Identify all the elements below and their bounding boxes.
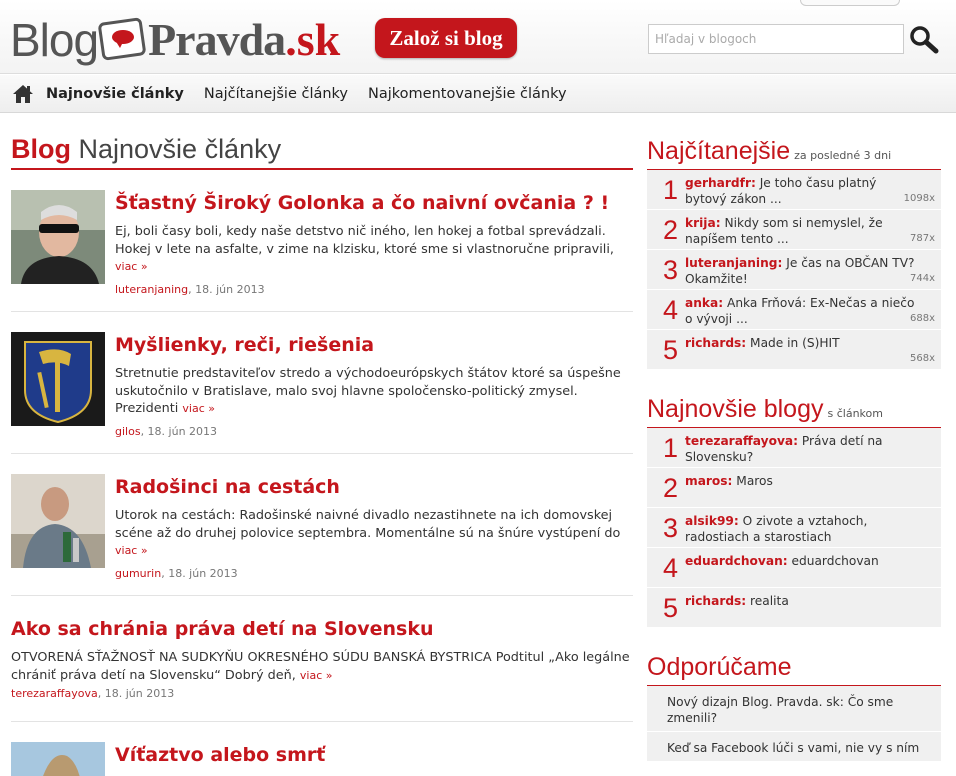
logo-blog-text: Blog xyxy=(10,14,99,66)
article-author[interactable]: terezaraffayova xyxy=(11,687,98,700)
article-author[interactable]: luteranjaning xyxy=(115,282,189,296)
read-more-link[interactable]: viac » xyxy=(115,544,148,557)
article-meta xyxy=(115,283,633,296)
article-date: , 18. jún 2013 xyxy=(161,566,238,580)
newest-blog-item[interactable]: 3 alsik99: O zivote a vztahoch, radostiach a starostiach xyxy=(647,508,941,548)
view-count: 688x xyxy=(909,313,935,324)
article-author[interactable]: gumurin xyxy=(115,566,162,580)
site-logo[interactable] xyxy=(10,14,340,66)
view-count: 568x xyxy=(909,353,935,364)
newest-blogs-section xyxy=(647,392,941,628)
article-excerpt: Stretnutie predstaviteľov stredo a východoeurópskych štátov ktoré sa úspešne uskutočnilo v Bratislave, malo svoj hlavne spoločensko-politický zmysel. Prezidenti viac » xyxy=(115,366,621,416)
article-meta xyxy=(115,567,633,580)
article-title[interactable]: Myšlienky, reči, riešenia xyxy=(115,334,375,356)
most-read-item[interactable]: 4 anka: Anka Frňová: Ex-Nečas a niečo o vývoji ... 688x xyxy=(647,290,941,330)
article-item xyxy=(11,312,633,454)
most-read-item[interactable]: 3 luteranjaning: Je čas na OBČAN TV? Okamžite! 744x xyxy=(647,250,941,290)
newest-blog-item[interactable]: 5 richards: realita xyxy=(647,588,941,628)
article-title[interactable]: Šťastný Široký Golonka a čo naivní ovčania ? ! xyxy=(115,192,610,214)
nav-item-most-read[interactable]: Najčítanejšie články xyxy=(203,85,349,102)
most-read-item[interactable]: 1 gerhardfr: Je toho času platný bytový zákon ... 1098x xyxy=(647,170,941,210)
create-blog-button[interactable]: Založ si blog xyxy=(375,18,517,58)
article-meta xyxy=(115,425,633,438)
read-more-link[interactable]: viac » xyxy=(182,402,215,415)
article-thumbnail[interactable] xyxy=(11,742,105,776)
article-item xyxy=(11,722,633,776)
search-input[interactable] xyxy=(648,24,904,54)
top-tab[interactable] xyxy=(800,0,900,6)
article-title[interactable]: Radošinci na cestách xyxy=(115,476,340,498)
newest-blog-item[interactable]: 2 maros: Maros xyxy=(647,468,941,508)
recommended-title: Odporúčame xyxy=(647,650,941,686)
nav-item-newest[interactable]: Najnovšie články xyxy=(46,85,184,102)
article-item xyxy=(11,454,633,596)
article-title[interactable]: Ako sa chránia práva detí na Slovensku xyxy=(11,618,434,640)
article-body xyxy=(115,742,633,768)
main-nav xyxy=(0,75,956,113)
read-more-link[interactable]: viac » xyxy=(115,260,148,273)
nav-item-most-commented[interactable]: Najkomentovanejšie články xyxy=(368,85,567,102)
article-item xyxy=(11,170,633,312)
article-excerpt: Utorok na cestách: Radošinské naivné divadlo nezastihnete na ich domovskej scéne až do druhej polovice septembra. Momentálne sú na šnúre vystúpení do viac » xyxy=(115,508,621,557)
article-body xyxy=(11,616,633,700)
article-body xyxy=(115,474,633,580)
page-title: Blog Najnovšie články xyxy=(11,132,633,170)
article-item xyxy=(11,596,633,722)
article-date: , 18. jún 2013 xyxy=(140,424,218,438)
recommended-item[interactable]: Keď sa Facebook lúči s vami, nie vy s ním xyxy=(647,732,941,762)
most-read-item[interactable]: 2 krija: Nikdy som si nemyslel, že napíšem tento ... 787x xyxy=(647,210,941,250)
search-icon[interactable] xyxy=(908,24,940,54)
article-excerpt: Ej, boli časy boli, kedy naše detstvo nič iného, len hokej a fotbal sprevádzali. Hokej v lete na asfalte, v zime na klzisku, ktoré sme si vlastnoručne pripravili, viac » xyxy=(115,224,614,273)
article-author[interactable]: gilos xyxy=(115,424,141,438)
logo-pravda-text: Pravda xyxy=(148,14,286,65)
article-title[interactable]: Víťaztvo alebo smrť xyxy=(115,744,326,766)
article-thumbnail[interactable] xyxy=(11,474,105,568)
view-count: 744x xyxy=(909,273,935,284)
read-more-link[interactable]: viac » xyxy=(299,668,333,682)
newest-blogs-title: Najnovšie blogy s článkom xyxy=(647,392,941,428)
recommended-item[interactable]: Nový dizajn Blog. Pravda. sk: Čo sme zmenili? xyxy=(647,686,941,732)
newest-blog-item[interactable]: 4 eduardchovan: eduardchovan xyxy=(647,548,941,588)
article-body xyxy=(115,190,633,296)
recommended-section xyxy=(647,650,941,762)
article-thumbnail[interactable] xyxy=(11,190,105,284)
article-thumbnail[interactable] xyxy=(11,332,105,426)
article-date: , 18. jún 2013 xyxy=(188,282,265,296)
most-read-item[interactable]: 5 richards: Made in (S)HIT 568x xyxy=(647,330,941,370)
site-header xyxy=(0,0,956,74)
speech-bubble-icon xyxy=(100,20,146,60)
most-read-section xyxy=(647,134,941,370)
view-count: 1098x xyxy=(903,193,935,204)
main-content xyxy=(11,132,633,776)
home-icon[interactable] xyxy=(12,84,34,104)
article-meta xyxy=(11,687,633,700)
logo-sk-text: .sk xyxy=(285,14,341,65)
view-count: 787x xyxy=(909,233,935,244)
article-date: , 18. jún 2013 xyxy=(97,687,175,700)
most-read-title: Najčítanejšie za posledné 3 dni xyxy=(647,134,941,170)
article-excerpt: OTVORENÁ SŤAŽNOSŤ NA SUDKYŇU OKRESNÉHO SÚDU BANSKÁ BYSTRICA Podtitul „Ako legálne chrániť práva detí na Slovensku“ Dobrý deň, viac » xyxy=(11,650,630,683)
newest-blog-item[interactable]: 1 terezaraffayova: Práva detí na Slovensku? xyxy=(647,428,941,468)
article-body xyxy=(115,332,633,438)
